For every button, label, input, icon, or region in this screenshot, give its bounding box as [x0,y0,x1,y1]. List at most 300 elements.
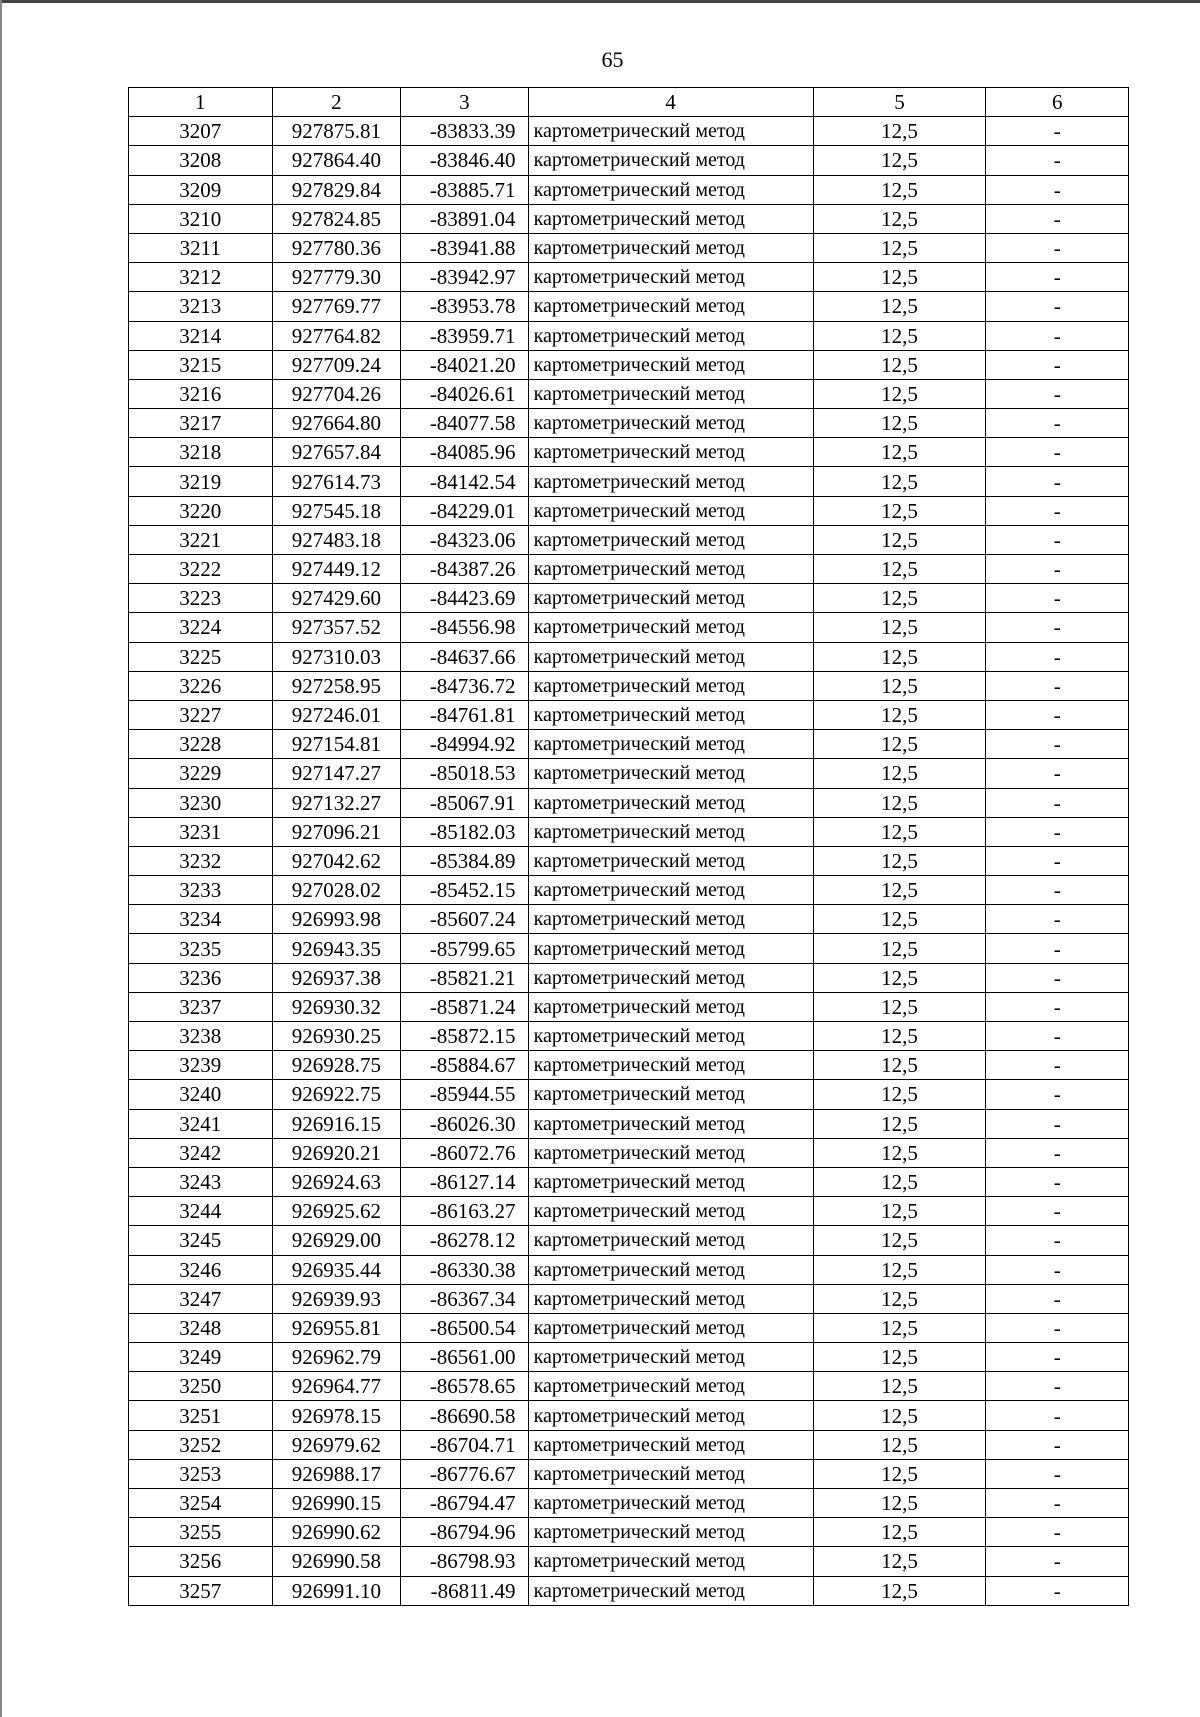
accuracy-cell: 12,5 [813,350,986,379]
table-row [129,1080,1129,1109]
table-row [129,1430,1129,1459]
x-coordinate-cell: 926990.15 [272,1489,401,1518]
accuracy-cell: 12,5 [813,496,986,525]
note-cell: - [986,467,1129,496]
method-cell: картометрический метод [528,379,813,408]
y-coordinate-cell: -85871.24 [401,992,529,1021]
point-number-cell: 3223 [129,584,273,613]
y-coordinate-cell: -83959.71 [401,321,529,350]
method-cell: картометрический метод [528,1372,813,1401]
point-number-cell: 3207 [129,117,273,146]
y-coordinate-cell: -84736.72 [401,671,529,700]
point-number-cell: 3225 [129,642,273,671]
accuracy-cell: 12,5 [813,204,986,233]
y-coordinate-cell: -85872.15 [401,1022,529,1051]
point-number-cell: 3235 [129,934,273,963]
method-cell: картометрический метод [528,584,813,613]
y-coordinate-cell: -84556.98 [401,613,529,642]
method-cell: картометрический метод [528,204,813,233]
y-coordinate-cell: -84637.66 [401,642,529,671]
accuracy-cell: 12,5 [813,584,986,613]
point-number-cell: 3226 [129,671,273,700]
x-coordinate-cell: 926937.38 [272,963,401,992]
note-cell: - [986,992,1129,1021]
point-number-cell: 3237 [129,992,273,1021]
note-cell: - [986,1313,1129,1342]
method-cell: картометрический метод [528,1459,813,1488]
note-cell: - [986,817,1129,846]
point-number-cell: 3242 [129,1138,273,1167]
x-coordinate-cell: 927310.03 [272,642,401,671]
point-number-cell: 3250 [129,1372,273,1401]
table-row [129,613,1129,642]
accuracy-cell: 12,5 [813,467,986,496]
table-row [129,584,1129,613]
method-cell: картометрический метод [528,1313,813,1342]
accuracy-cell: 12,5 [813,1138,986,1167]
method-cell: картометрический метод [528,1051,813,1080]
method-cell: картометрический метод [528,233,813,262]
method-cell: картометрический метод [528,1489,813,1518]
x-coordinate-cell: 926962.79 [272,1343,401,1372]
x-coordinate-cell: 926990.62 [272,1518,401,1547]
method-cell: картометрический метод [528,992,813,1021]
method-cell: картометрический метод [528,876,813,905]
point-number-cell: 3245 [129,1226,273,1255]
table-header-row [129,88,1129,117]
method-cell: картометрический метод [528,700,813,729]
accuracy-cell: 12,5 [813,817,986,846]
x-coordinate-cell: 926935.44 [272,1255,401,1284]
table-row [129,438,1129,467]
y-coordinate-cell: -86278.12 [401,1226,529,1255]
y-coordinate-cell: -86798.93 [401,1547,529,1576]
accuracy-cell: 12,5 [813,934,986,963]
accuracy-cell: 12,5 [813,1401,986,1430]
method-cell: картометрический метод [528,934,813,963]
accuracy-cell: 12,5 [813,1255,986,1284]
table-row [129,846,1129,875]
accuracy-cell: 12,5 [813,671,986,700]
method-cell: картометрический метод [528,292,813,321]
method-cell: картометрический метод [528,905,813,934]
note-cell: - [986,175,1129,204]
method-cell: картометрический метод [528,175,813,204]
x-coordinate-cell: 927709.24 [272,350,401,379]
table-row [129,496,1129,525]
table-row [129,1138,1129,1167]
x-coordinate-cell: 927875.81 [272,117,401,146]
table-row [129,409,1129,438]
point-number-cell: 3241 [129,1109,273,1138]
accuracy-cell: 12,5 [813,1489,986,1518]
x-coordinate-cell: 927779.30 [272,263,401,292]
accuracy-cell: 12,5 [813,438,986,467]
accuracy-cell: 12,5 [813,846,986,875]
method-cell: картометрический метод [528,1167,813,1196]
accuracy-cell: 12,5 [813,321,986,350]
accuracy-cell: 12,5 [813,788,986,817]
y-coordinate-cell: -83941.88 [401,233,529,262]
note-cell: - [986,1430,1129,1459]
accuracy-cell: 12,5 [813,1343,986,1372]
y-coordinate-cell: -86330.38 [401,1255,529,1284]
note-cell: - [986,584,1129,613]
method-cell: картометрический метод [528,1080,813,1109]
point-number-cell: 3238 [129,1022,273,1051]
note-cell: - [986,1343,1129,1372]
table-row [129,992,1129,1021]
note-cell: - [986,1051,1129,1080]
note-cell: - [986,1372,1129,1401]
table-row [129,642,1129,671]
method-cell: картометрический метод [528,671,813,700]
y-coordinate-cell: -85452.15 [401,876,529,905]
x-coordinate-cell: 926924.63 [272,1167,401,1196]
x-coordinate-cell: 927769.77 [272,292,401,321]
table-row [129,1459,1129,1488]
note-cell: - [986,117,1129,146]
table-row [129,233,1129,262]
table-row [129,321,1129,350]
note-cell: - [986,642,1129,671]
accuracy-cell: 12,5 [813,1459,986,1488]
accuracy-cell: 12,5 [813,1547,986,1576]
y-coordinate-cell: -86578.65 [401,1372,529,1401]
note-cell: - [986,204,1129,233]
y-coordinate-cell: -84323.06 [401,525,529,554]
method-cell: картометрический метод [528,496,813,525]
point-number-cell: 3208 [129,146,273,175]
point-number-cell: 3228 [129,730,273,759]
note-cell: - [986,350,1129,379]
accuracy-cell: 12,5 [813,1284,986,1313]
table-row [129,1284,1129,1313]
y-coordinate-cell: -85182.03 [401,817,529,846]
accuracy-cell: 12,5 [813,905,986,934]
x-coordinate-cell: 926925.62 [272,1197,401,1226]
note-cell: - [986,730,1129,759]
table-body [129,117,1129,1606]
x-coordinate-cell: 927483.18 [272,525,401,554]
x-coordinate-cell: 926928.75 [272,1051,401,1080]
note-cell: - [986,1167,1129,1196]
y-coordinate-cell: -86794.96 [401,1518,529,1547]
y-coordinate-cell: -84761.81 [401,700,529,729]
point-number-cell: 3249 [129,1343,273,1372]
point-number-cell: 3231 [129,817,273,846]
method-cell: картометрический метод [528,963,813,992]
accuracy-cell: 12,5 [813,992,986,1021]
table-row [129,905,1129,934]
note-cell: - [986,759,1129,788]
scan-top-border [0,0,1200,3]
table-row [129,1167,1129,1196]
point-number-cell: 3215 [129,350,273,379]
method-cell: картометрический метод [528,117,813,146]
point-number-cell: 3246 [129,1255,273,1284]
point-number-cell: 3244 [129,1197,273,1226]
accuracy-cell: 12,5 [813,963,986,992]
note-cell: - [986,233,1129,262]
point-number-cell: 3217 [129,409,273,438]
point-number-cell: 3236 [129,963,273,992]
method-cell: картометрический метод [528,146,813,175]
accuracy-cell: 12,5 [813,175,986,204]
note-cell: - [986,876,1129,905]
table-row [129,1576,1129,1605]
method-cell: картометрический метод [528,1576,813,1605]
point-number-cell: 3251 [129,1401,273,1430]
y-coordinate-cell: -86561.00 [401,1343,529,1372]
method-cell: картометрический метод [528,817,813,846]
x-coordinate-cell: 926993.98 [272,905,401,934]
accuracy-cell: 12,5 [813,379,986,408]
accuracy-cell: 12,5 [813,1518,986,1547]
point-number-cell: 3216 [129,379,273,408]
y-coordinate-cell: -85799.65 [401,934,529,963]
x-coordinate-cell: 927132.27 [272,788,401,817]
x-coordinate-cell: 927704.26 [272,379,401,408]
y-coordinate-cell: -84994.92 [401,730,529,759]
y-coordinate-cell: -86072.76 [401,1138,529,1167]
point-number-cell: 3219 [129,467,273,496]
table-row [129,555,1129,584]
method-cell: картометрический метод [528,1343,813,1372]
x-coordinate-cell: 926988.17 [272,1459,401,1488]
y-coordinate-cell: -84423.69 [401,584,529,613]
note-cell: - [986,1109,1129,1138]
note-cell: - [986,1197,1129,1226]
accuracy-cell: 12,5 [813,876,986,905]
header-col-1: 1 [129,88,273,117]
point-number-cell: 3224 [129,613,273,642]
x-coordinate-cell: 927096.21 [272,817,401,846]
accuracy-cell: 12,5 [813,525,986,554]
accuracy-cell: 12,5 [813,292,986,321]
accuracy-cell: 12,5 [813,1051,986,1080]
note-cell: - [986,438,1129,467]
point-number-cell: 3209 [129,175,273,204]
note-cell: - [986,146,1129,175]
y-coordinate-cell: -84229.01 [401,496,529,525]
note-cell: - [986,1518,1129,1547]
point-number-cell: 3252 [129,1430,273,1459]
table-row [129,759,1129,788]
method-cell: картометрический метод [528,642,813,671]
point-number-cell: 3248 [129,1313,273,1342]
header-col-2: 2 [272,88,401,117]
point-number-cell: 3234 [129,905,273,934]
accuracy-cell: 12,5 [813,1022,986,1051]
y-coordinate-cell: -83846.40 [401,146,529,175]
method-cell: картометрический метод [528,1430,813,1459]
table-row [129,1313,1129,1342]
point-number-cell: 3230 [129,788,273,817]
method-cell: картометрический метод [528,525,813,554]
point-number-cell: 3256 [129,1547,273,1576]
note-cell: - [986,379,1129,408]
method-cell: картометрический метод [528,1226,813,1255]
note-cell: - [986,846,1129,875]
table-row [129,1255,1129,1284]
accuracy-cell: 12,5 [813,700,986,729]
table-row [129,934,1129,963]
x-coordinate-cell: 927258.95 [272,671,401,700]
note-cell: - [986,1226,1129,1255]
accuracy-cell: 12,5 [813,409,986,438]
method-cell: картометрический метод [528,1547,813,1576]
note-cell: - [986,321,1129,350]
note-cell: - [986,934,1129,963]
x-coordinate-cell: 927154.81 [272,730,401,759]
x-coordinate-cell: 927357.52 [272,613,401,642]
x-coordinate-cell: 927764.82 [272,321,401,350]
table-row [129,379,1129,408]
accuracy-cell: 12,5 [813,1226,986,1255]
x-coordinate-cell: 926979.62 [272,1430,401,1459]
x-coordinate-cell: 927147.27 [272,759,401,788]
method-cell: картометрический метод [528,438,813,467]
y-coordinate-cell: -86811.49 [401,1576,529,1605]
point-number-cell: 3220 [129,496,273,525]
accuracy-cell: 12,5 [813,1167,986,1196]
note-cell: - [986,905,1129,934]
y-coordinate-cell: -86794.47 [401,1489,529,1518]
table-row [129,175,1129,204]
x-coordinate-cell: 926930.32 [272,992,401,1021]
note-cell: - [986,613,1129,642]
method-cell: картометрический метод [528,467,813,496]
y-coordinate-cell: -86776.67 [401,1459,529,1488]
point-number-cell: 3253 [129,1459,273,1488]
point-number-cell: 3255 [129,1518,273,1547]
method-cell: картометрический метод [528,846,813,875]
x-coordinate-cell: 927864.40 [272,146,401,175]
note-cell: - [986,409,1129,438]
method-cell: картометрический метод [528,263,813,292]
table-row [129,204,1129,233]
point-number-cell: 3243 [129,1167,273,1196]
y-coordinate-cell: -86704.71 [401,1430,529,1459]
x-coordinate-cell: 927028.02 [272,876,401,905]
note-cell: - [986,555,1129,584]
y-coordinate-cell: -85384.89 [401,846,529,875]
table-row [129,817,1129,846]
x-coordinate-cell: 927664.80 [272,409,401,438]
x-coordinate-cell: 927449.12 [272,555,401,584]
accuracy-cell: 12,5 [813,233,986,262]
y-coordinate-cell: -85884.67 [401,1051,529,1080]
x-coordinate-cell: 927780.36 [272,233,401,262]
x-coordinate-cell: 926964.77 [272,1372,401,1401]
accuracy-cell: 12,5 [813,117,986,146]
note-cell: - [986,1489,1129,1518]
x-coordinate-cell: 927824.85 [272,204,401,233]
y-coordinate-cell: -86026.30 [401,1109,529,1138]
table-row [129,1226,1129,1255]
method-cell: картометрический метод [528,350,813,379]
y-coordinate-cell: -83833.39 [401,117,529,146]
table-row [129,1518,1129,1547]
accuracy-cell: 12,5 [813,1109,986,1138]
x-coordinate-cell: 926920.21 [272,1138,401,1167]
table-row [129,1547,1129,1576]
method-cell: картометрический метод [528,1109,813,1138]
header-col-6: 6 [986,88,1129,117]
y-coordinate-cell: -86163.27 [401,1197,529,1226]
table-row [129,467,1129,496]
method-cell: картометрический метод [528,321,813,350]
accuracy-cell: 12,5 [813,1080,986,1109]
x-coordinate-cell: 927429.60 [272,584,401,613]
x-coordinate-cell: 927829.84 [272,175,401,204]
point-number-cell: 3240 [129,1080,273,1109]
point-number-cell: 3229 [129,759,273,788]
table-row [129,1343,1129,1372]
x-coordinate-cell: 926929.00 [272,1226,401,1255]
note-cell: - [986,1080,1129,1109]
method-cell: картометрический метод [528,788,813,817]
point-number-cell: 3232 [129,846,273,875]
header-col-5: 5 [813,88,986,117]
note-cell: - [986,700,1129,729]
note-cell: - [986,525,1129,554]
note-cell: - [986,1547,1129,1576]
y-coordinate-cell: -85067.91 [401,788,529,817]
point-number-cell: 3227 [129,700,273,729]
note-cell: - [986,1022,1129,1051]
note-cell: - [986,1284,1129,1313]
point-number-cell: 3239 [129,1051,273,1080]
y-coordinate-cell: -83891.04 [401,204,529,233]
header-col-3: 3 [401,88,529,117]
note-cell: - [986,1459,1129,1488]
table-row [129,730,1129,759]
method-cell: картометрический метод [528,730,813,759]
table-row [129,700,1129,729]
accuracy-cell: 12,5 [813,1313,986,1342]
x-coordinate-cell: 926939.93 [272,1284,401,1313]
table-row [129,350,1129,379]
accuracy-cell: 12,5 [813,1576,986,1605]
table-row [129,146,1129,175]
x-coordinate-cell: 926955.81 [272,1313,401,1342]
y-coordinate-cell: -85607.24 [401,905,529,934]
note-cell: - [986,496,1129,525]
y-coordinate-cell: -86500.54 [401,1313,529,1342]
y-coordinate-cell: -84085.96 [401,438,529,467]
point-number-cell: 3257 [129,1576,273,1605]
table-row [129,1109,1129,1138]
point-number-cell: 3254 [129,1489,273,1518]
x-coordinate-cell: 926922.75 [272,1080,401,1109]
point-number-cell: 3211 [129,233,273,262]
accuracy-cell: 12,5 [813,1430,986,1459]
table-row [129,525,1129,554]
y-coordinate-cell: -83885.71 [401,175,529,204]
note-cell: - [986,788,1129,817]
method-cell: картометрический метод [528,555,813,584]
note-cell: - [986,292,1129,321]
note-cell: - [986,1138,1129,1167]
y-coordinate-cell: -84026.61 [401,379,529,408]
table-row [129,263,1129,292]
point-number-cell: 3213 [129,292,273,321]
coordinates-table [128,87,1129,1606]
point-number-cell: 3212 [129,263,273,292]
accuracy-cell: 12,5 [813,613,986,642]
